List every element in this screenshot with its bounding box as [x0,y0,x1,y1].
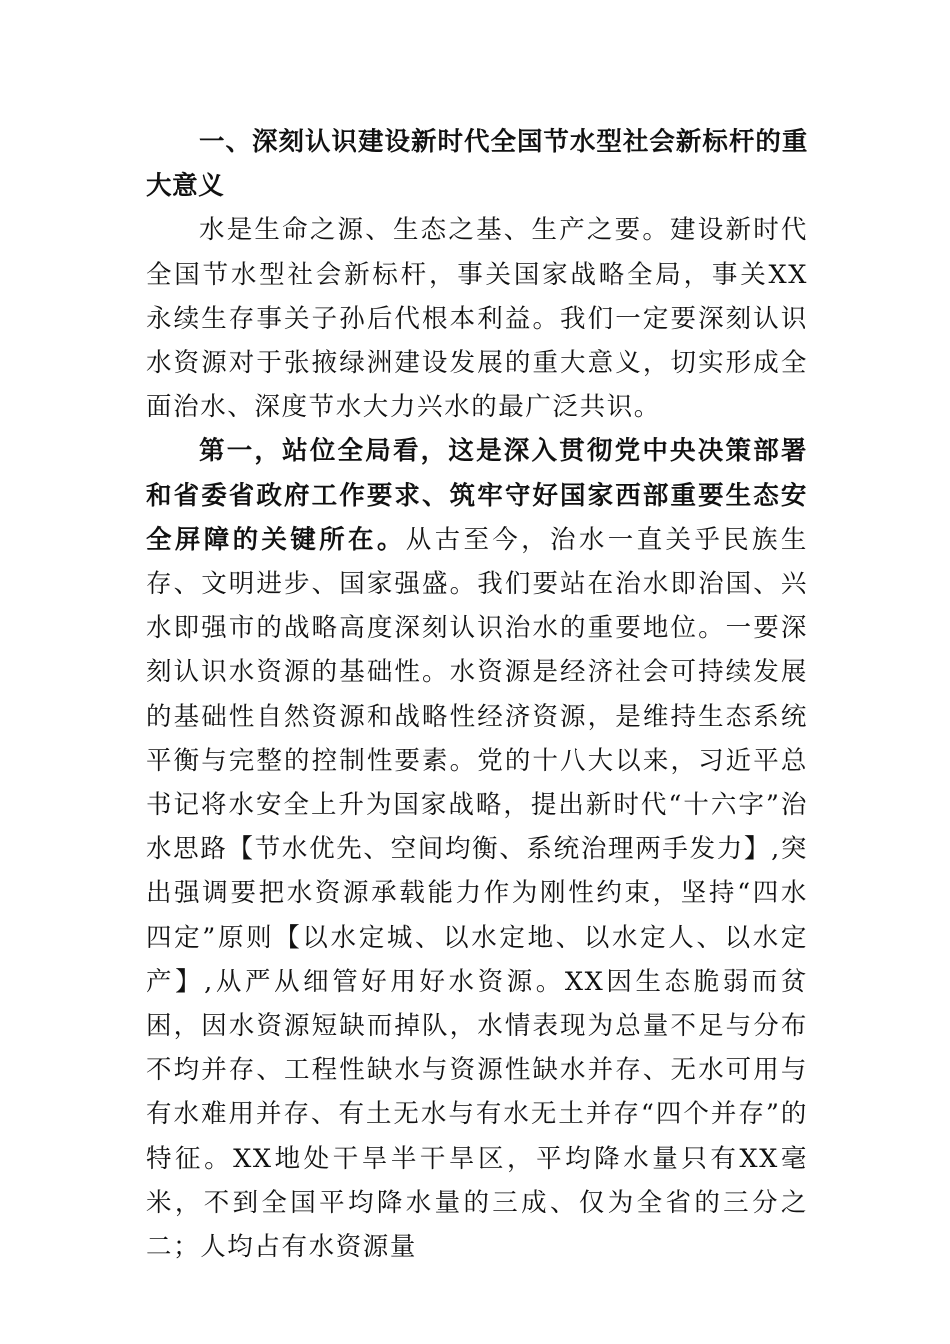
paragraph-body: 从古至今，治水一直关乎民族生存、文明进步、国家强盛。我们要站在治水即治国、兴水即强市的战略高度深刻认识治水的重要地位。一要深刻认识水资源的基础性。水资源是经济社会可持续发展的基础性自然资源和战略性经济资源，是维持生态系统平衡与完整的控制性要素。党的十八大以来，习近平总书记将水安全上升为国家战略，提出新时代“十六字”治水思路【节水优先、空间均衡、系统治理两手发力】,突出强调要把水资源承载能力作为刚性约束，坚持“四水四定”原则【以水定城、以水定地、以水定人、以水定产】,从严从细管好用好水资源。XX因生态脆弱而贫困，因水资源短缺而掉队，水情表现为总量不足与分布不均并存、工程性缺水与资源性缺水并存、无水可用与有水难用并存、有土无水与有水无土并存“四个并存”的特征。XX地处干旱半干旱区，平均降水量只有XX毫米，不到全国平均降水量的三成、仅为全省的三分之二；人均占有水资源量 [146,524,809,1263]
paragraph-intro: 水是生命之源、生态之基、生产之要。建设新时代全国节水型社会新标杆，事关国家战略全局，事关XX永续生存事关子孙后代根本利益。我们一定要深刻认识水资源对于张掖绿洲建设发展的重大意义，切实形成全面治水、深度节水大力兴水的最广泛共识。 [146,215,808,423]
document-body [146,120,808,1269]
section-heading: 一、深刻认识建设新时代全国节水型社会新标杆的重大意义 [146,127,808,202]
paragraph-first-point [146,429,808,1269]
paragraph-lead-sentence: 第一，站位全局看，这是深入贯彻党中央决策部署和省委省政府工作要求、筑牢守好国家西部重要生态安全屏障的关键所在。 [146,436,808,555]
